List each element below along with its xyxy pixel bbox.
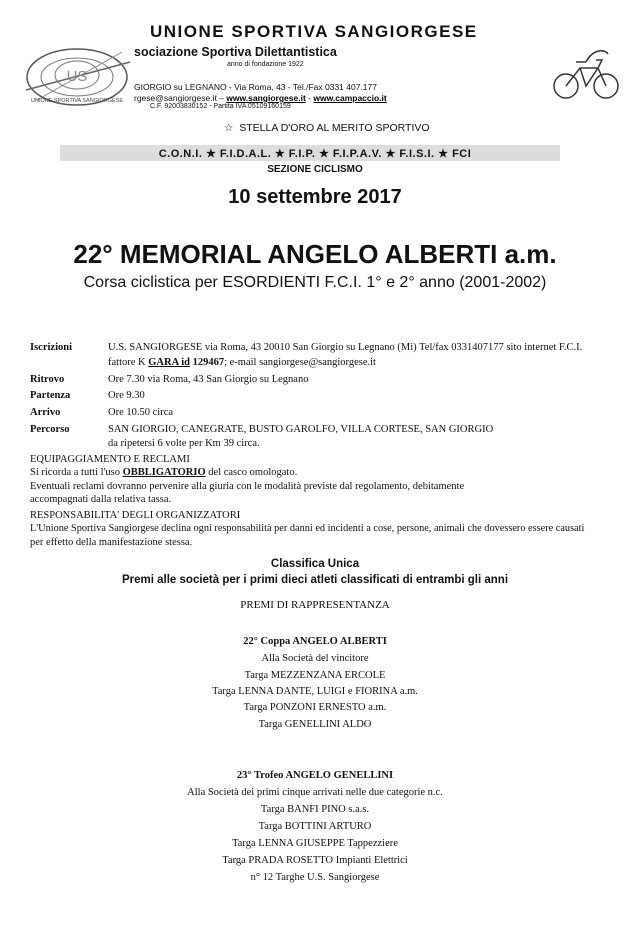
equip-line1 <box>30 467 297 478</box>
contact-line <box>134 93 387 103</box>
resp-line2: per effetto della manifestazione stessa. <box>30 537 193 548</box>
merit-text: STELLA D'ORO AL MERITO SPORTIVO <box>239 122 430 134</box>
event-subtitle: Corsa ciclistica per ESORDIENTI F.C.I. 1° e 2° anno (2001-2002) <box>83 274 547 291</box>
coppa-item: Targa LENNA DANTE, LUIGI e FIORINA a.m. <box>212 686 418 697</box>
section-title: SEZIONE CICLISMO <box>267 164 363 175</box>
classifica-premi: Premi alle società per i primi dieci atleti classificati di entrambi gli anni <box>121 574 509 586</box>
iscrizioni-line2 <box>108 357 376 368</box>
resp-line1: L'Unione Sportiva Sangiorgese declina ogni responsabilità per danni ed incidenti a cose, persone, animali che dovessero essere causati <box>30 523 585 534</box>
email-text: ; e-mail sangiorgese@sangiorgese.it <box>224 357 376 368</box>
event-title: 22° MEMORIAL ANGELO ALBERTI a.m. <box>73 239 557 269</box>
association-type: sociazione Sportiva Dilettantistica <box>134 45 337 59</box>
equip-heading: EQUIPAGGIAMENTO E RECLAMI <box>30 454 190 465</box>
website-link-2[interactable]: www.campaccio.it <box>313 93 387 103</box>
website-link-1[interactable]: www.sangiorgese.it <box>226 93 306 103</box>
trofeo-item: Targa LENNA GIUSEPPE Tappezziere <box>232 838 398 849</box>
gara-id-label: GARA id <box>148 357 190 368</box>
federations: C.O.N.I. ★ F.I.D.A.L. ★ F.I.P. ★ F.I.P.A.V. ★ F.I.S.I. ★ FCI <box>158 148 472 160</box>
event-date: 10 settembre 2017 <box>228 186 402 208</box>
bicycle-icon <box>552 46 620 104</box>
star-icon: ☆ <box>224 122 234 134</box>
coppa-item: Targa GENELLINI ALDO <box>258 719 372 730</box>
gara-id: 129467 <box>189 357 225 368</box>
equip-line3: accompagnati dalla relativa tassa. <box>30 494 172 505</box>
percorso-line2: da ripetersi 6 volte per Km 39 circa. <box>108 438 260 449</box>
trofeo-item: n° 12 Targhe U.S. Sangiorgese <box>250 872 380 883</box>
coppa-item: Targa MEZZENZANA ERCOLE <box>244 670 386 681</box>
trofeo-item: Alla Società dei primi cinque arrivati nelle due categorie n.c. <box>187 787 443 798</box>
text: del casco omologato. <box>205 467 298 478</box>
ritrovo-value: Ore 7.30 via Roma, 43 San Giorgio su Legnano <box>108 374 309 385</box>
trofeo-item: Targa PRADA ROSETTO Impianti Elettrici <box>222 855 408 866</box>
text: fattore K <box>108 357 149 368</box>
arrivo-value: Ore 10.50 circa <box>108 407 174 418</box>
obbligatorio: OBBLIGATORIO <box>122 467 206 478</box>
arrivo-label: Arrivo <box>30 407 61 418</box>
club-logo <box>22 42 137 112</box>
coppa-item: Alla Società del vincitore <box>261 653 369 664</box>
separator: – <box>216 93 227 103</box>
equip-line2: Eventuali reclami dovranno pervenire alla giuria con le modalità previste dal regolamento, debitamente <box>30 481 465 492</box>
coppa-title: 22° Coppa ANGELO ALBERTI <box>243 636 387 647</box>
ritrovo-label: Ritrovo <box>30 374 65 385</box>
resp-heading: RESPONSABILITA' DEGLI ORGANIZZATORI <box>30 510 241 521</box>
trofeo-item: Targa BANFI PINO s.a.s. <box>260 804 370 815</box>
org-name: UNIONE SPORTIVA SANGIORGESE <box>150 22 478 41</box>
merit-line <box>224 122 430 134</box>
coppa-item: Targa PONZONI ERNESTO a.m. <box>243 702 387 713</box>
logo-letters: US <box>66 68 88 85</box>
partenza-value: Ore 9.30 <box>108 390 145 401</box>
percorso-line1: SAN GIORGIO, CANEGRATE, BUSTO GAROLFO, VILLA CORTESE, SAN GIORGIO <box>108 424 494 435</box>
founded-year: anno di fondazione 1922 <box>227 61 304 68</box>
separator: - <box>305 93 314 103</box>
logo-ring-text: UNIONE SPORTIVA SANGIORGESE <box>30 98 124 104</box>
email-text: rgese@sangiorgese.it <box>134 93 217 103</box>
tax-ids: C.F. 92003830152 - Partita IVA 05109160159 <box>150 103 291 110</box>
iscrizioni-line1: U.S. SANGIORGESE via Roma, 43 20010 San Giorgio su Legnano (Mi) Tel/fax 0331407177 sito internet F.C.I. <box>108 342 583 353</box>
trofeo-title: 23° Trofeo ANGELO GENELLINI <box>236 770 394 781</box>
trofeo-item: Targa BOTTINI ARTURO <box>258 821 372 832</box>
rappresentanza: PREMI DI RAPPRESENTANZA <box>240 599 390 611</box>
text: Si ricorda a tutti l'uso <box>30 467 123 478</box>
partenza-label: Partenza <box>30 390 71 401</box>
classifica-title: Classifica Unica <box>270 558 360 570</box>
address-line: GIORGIO su LEGNANO - Via Roma, 43 - Tel./Fax 0331 407.177 <box>134 82 377 92</box>
iscrizioni-label: Iscrizioni <box>30 342 72 353</box>
percorso-label: Percorso <box>30 424 70 435</box>
